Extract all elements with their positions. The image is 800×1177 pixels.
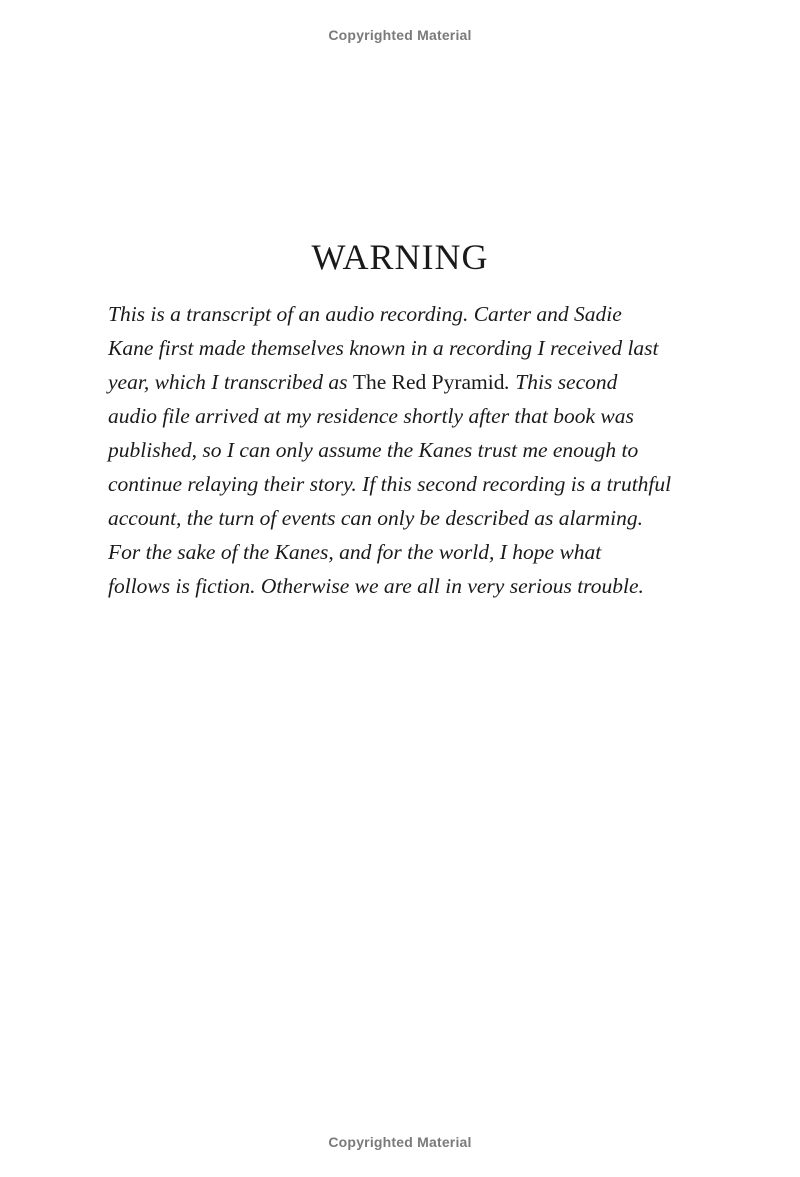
paragraph-line-4: audio file arrived at my residence shortly after that book was (108, 404, 634, 428)
warning-paragraph (108, 297, 698, 603)
paragraph-line-1: This is a transcript of an audio recording. Carter and Sadie (108, 302, 622, 326)
paragraph-line-3-end: . This second (504, 370, 618, 394)
paragraph-line-3 (108, 365, 698, 399)
paragraph-line-7: account, the turn of events can only be described as alarming. (108, 506, 644, 530)
paragraph-line-6: continue relaying their story. If this second recording is a truthful (108, 472, 672, 496)
paragraph-line-8: For the sake of the Kanes, and for the world, I hope what (108, 540, 602, 564)
paragraph-line-9: follows is fiction. Otherwise we are all in very serious trouble. (108, 574, 644, 598)
copyright-watermark-top: Copyrighted Material (328, 27, 472, 43)
paragraph-line-5: published, so I can only assume the Kanes trust me enough to (108, 438, 639, 462)
page-title: WARNING (311, 237, 489, 277)
copyright-watermark-bottom: Copyrighted Material (328, 1134, 472, 1150)
paragraph-line-2: Kane first made themselves known in a recording I received last (108, 336, 659, 360)
book-title-reference: The Red Pyramid (352, 370, 505, 394)
paragraph-line-3-start: year, which I transcribed as (108, 370, 353, 394)
